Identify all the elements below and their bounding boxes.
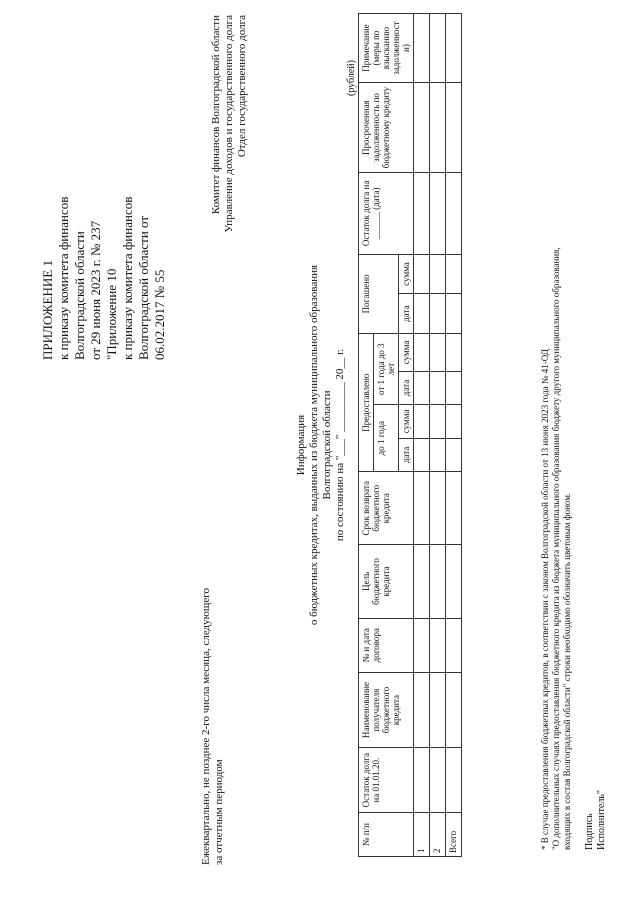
header-sum: сумма bbox=[399, 254, 414, 294]
table-row bbox=[414, 14, 430, 857]
appendix-line: Волгоградской области от bbox=[136, 215, 151, 360]
header-overdue: Просроченная задолженность по бюджетному кредиту bbox=[359, 83, 414, 173]
appendix-line: к приказу комитета финансов bbox=[56, 196, 71, 360]
appendix-line: Волгоградской области bbox=[72, 231, 87, 360]
appendix-line: ПРИЛОЖЕНИЕ 1 bbox=[40, 260, 55, 360]
header-sum: сумма bbox=[399, 405, 414, 438]
department-line: Отдел государственного долга bbox=[236, 15, 248, 158]
header-sum: сумма bbox=[399, 334, 414, 372]
appendix-line: от 29 июня 2023 г. № 237 bbox=[88, 220, 103, 360]
document-title bbox=[295, 165, 347, 725]
header-date: дата bbox=[399, 294, 414, 334]
footnote bbox=[540, 10, 573, 850]
title-line: Информация bbox=[295, 414, 307, 476]
title-line: о бюджетных кредитах, выданных из бюджета муниципального образования bbox=[308, 264, 320, 626]
unit-label: (рублей) bbox=[346, 60, 357, 97]
signature-block bbox=[584, 790, 608, 850]
signature-line: Исполнитель" bbox=[596, 789, 607, 850]
title-line: по состоянию на "___" _________ 20__ г. bbox=[334, 348, 346, 542]
header-date: дата bbox=[399, 438, 414, 471]
footnote-line: "О дополнительных случаях предоставления бюджетного кредита из бюджета муниципального образования бюджету другого муниципального образования, bbox=[551, 247, 561, 850]
header-num: № п/п bbox=[359, 813, 414, 857]
row-label: Всего bbox=[446, 813, 462, 857]
header-provided: Предоставлено bbox=[359, 334, 374, 472]
signature-line: Подпись bbox=[584, 813, 595, 850]
appendix-line: 06.02.2017 № 55 bbox=[152, 269, 167, 360]
header-note: Примечание (меры по взысканию задолженност и) bbox=[359, 14, 414, 83]
header-1-to-3y: от 1 года до 3 лет bbox=[374, 334, 399, 405]
department-line: Управление доходов и государственного долга bbox=[223, 15, 235, 233]
table-row bbox=[430, 14, 446, 857]
appendix-block bbox=[40, 197, 168, 360]
header-recipient: Наименование получателя бюджетного кредита bbox=[359, 672, 414, 747]
frequency-line: Ежеквартально, не позднее 2-го числа месяца, следующего bbox=[200, 588, 212, 865]
title-line: Волгоградской области bbox=[321, 390, 333, 500]
department-block bbox=[210, 15, 249, 305]
frequency-note bbox=[200, 588, 226, 865]
header-term: Срок возврата бюджетного кредита bbox=[359, 472, 414, 545]
appendix-line: "Приложение 10 bbox=[104, 268, 119, 360]
frequency-line: за отчетным периодом bbox=[213, 759, 225, 865]
credits-table bbox=[358, 13, 462, 857]
header-up-to-1y: до 1 года bbox=[374, 405, 399, 472]
header-repaid: Погашено bbox=[359, 254, 399, 333]
header-date: дата bbox=[399, 371, 414, 404]
header-contract: № и дата договора bbox=[359, 618, 414, 672]
footnote-line: входящих в состав Волгоградской области" строки необходимо обозначить цветовым фоном. bbox=[562, 492, 572, 850]
header-balance-on: Остаток долга на ______ (дата) bbox=[359, 173, 414, 255]
row-label: 2 bbox=[430, 813, 446, 857]
table-row bbox=[446, 14, 462, 857]
department-line: Комитет финансов Волгоградской области bbox=[210, 15, 222, 215]
appendix-line: к приказу комитета финансов bbox=[120, 196, 135, 360]
header-purpose: Цель бюджетного кредита bbox=[359, 545, 414, 618]
header-balance-start: Остаток долга на 01.01.20. bbox=[359, 748, 414, 813]
row-label: 1 bbox=[414, 813, 430, 857]
footnote-line: * В случае предоставления бюджетных кредитов, в соответствии с законом Волгоградской области от 13 июня 2023 года № 41-ОД bbox=[540, 349, 550, 850]
